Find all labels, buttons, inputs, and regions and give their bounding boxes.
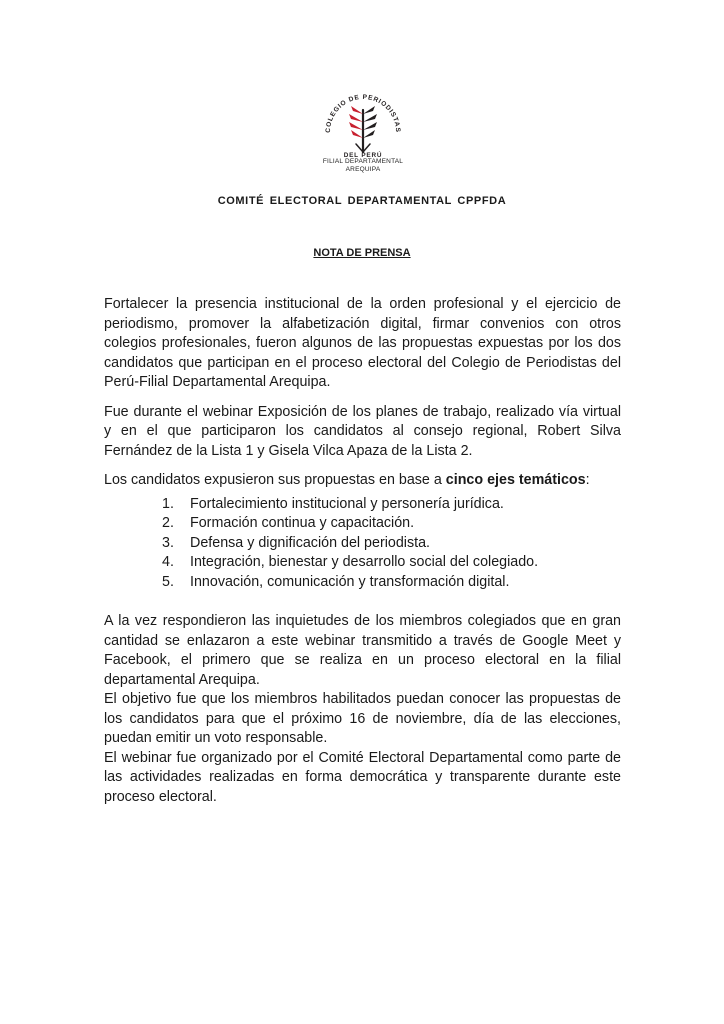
list-item-number: 4. <box>162 554 174 570</box>
list-item <box>104 534 621 554</box>
list-item-text: Innovación, comunicación y transformación digital. <box>190 573 510 590</box>
paragraph-2: Fue durante el webinar Exposición de los planes de trabajo, realizado vía virtual y en el que participaron los candidatos al consejo regional, Robert Silva Fernández de la Lista 1 y Gisela Vilca Apaza de la Lista 2. <box>104 403 621 459</box>
list-item-text: Integración, bienestar y desarrollo social del colegiado. <box>190 554 539 570</box>
paragraph-3-suffix: : <box>585 472 590 488</box>
list-item-number: 2. <box>162 515 174 531</box>
paragraph-3 <box>104 471 621 491</box>
logo-sub-line2: AREQUIPA <box>345 166 381 173</box>
press-release-body <box>104 295 621 807</box>
list-item-text: Fortalecimiento institucional y personería jurídica. <box>190 495 504 512</box>
paragraph-3-prefix: Los candidatos expusieron sus propuestas en base a <box>104 472 446 488</box>
thematic-axes-list <box>104 495 621 593</box>
paragraph-5: El objetivo fue que los miembros habilitados puedan conocer las propuestas de los candidatos para que el próximo 16 de noviembre, día de las elecciones, puedan emitir un voto responsable. <box>104 691 621 746</box>
paragraph-6: El webinar fue organizado por el Comité Electoral Departamental como parte de las actividades realizadas en forma democrática y transparente durante este proceso electoral. <box>104 749 621 805</box>
list-item <box>104 573 621 593</box>
quill-emblem <box>349 106 377 152</box>
list-item-text: Defensa y dignificación del periodista. <box>190 534 431 551</box>
list-item-number: 5. <box>162 573 174 590</box>
logo-subtitle <box>318 158 408 174</box>
logo-bottom-text: DEL PERÚ <box>343 152 383 159</box>
logo-sub-line1: FILIAL DEPARTAMENTAL <box>322 158 404 165</box>
logo-ring-text: COLEGIO DE PERIODISTAS <box>324 93 402 133</box>
list-item <box>104 495 621 515</box>
press-release-title: NOTA DE PRENSA <box>313 247 411 259</box>
list-item <box>104 553 621 573</box>
list-item <box>104 514 621 534</box>
list-item-number: 3. <box>162 534 174 551</box>
paragraph-4: A la vez respondieron las inquietudes de los miembros colegiados que en gran cantidad se enlazaron a este webinar transmitido a través de Google Meet y Facebook, el primero que se realiza en un proceso electoral en la filial departamental Arequipa. <box>104 613 621 688</box>
paragraph-3-emphasis: cinco ejes temáticos <box>445 472 586 488</box>
list-item-number: 1. <box>162 495 174 512</box>
list-item-text: Formación continua y capacitación. <box>190 515 415 531</box>
paragraph-1: Fortalecer la presencia institucional de la orden profesional y el ejercicio de periodismo, promover la alfabetización digital, firmar convenios con otros colegios profesionales, fueron algunos de las propuestas expuestas por los dos candidatos que participan en el proceso electoral del Colegio de Periodistas del Perú-Filial Departamental Arequipa. <box>104 296 621 390</box>
committee-heading: COMITÉ ELECTORAL DEPARTAMENTAL CPPFDA <box>217 195 507 207</box>
